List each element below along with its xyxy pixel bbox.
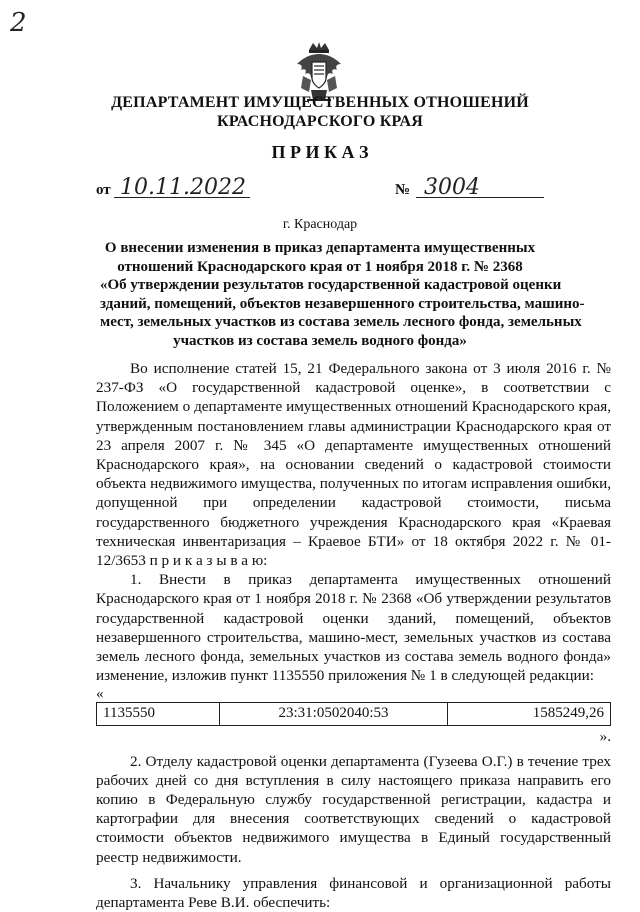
- order-title-line: мест, земельных участков из состава земель лесного фонда, земельных: [100, 314, 582, 331]
- order-title-line: зданий, помещений, объектов незавершенного строительства, машино-: [100, 295, 585, 312]
- item-3-paragraph: 3. Начальнику управления финансовой и организационной работы департамента Реве В.И. обеспечить:: [96, 874, 611, 912]
- quote-open: «: [96, 685, 104, 703]
- date-label: от: [96, 182, 111, 198]
- order-title-line: О внесении изменения в приказ департамента имущественных: [104, 240, 536, 256]
- order-body: [96, 359, 611, 912]
- order-title-line: участков из состава земель водного фонда»: [173, 332, 467, 349]
- table-row: [97, 703, 611, 725]
- order-title-line: отношений Краснодарского края от 1 ноября 2018 г. № 2368: [117, 258, 523, 275]
- department-name-line2: КРАСНОДАРСКОГО КРАЯ: [217, 113, 423, 130]
- item-1-paragraph: 1. Внести в приказ департамента имущественных отношений Краснодарского края от 1 ноября 2018 г. № 2368 «Об утверждении результатов государственной кадастровой оценки зданий, помещений, объектов незавершенного строительства, машино-мест, земельных участков из состава земель лесного фонда, земельных участков из состава земель водного фонда» изменение, изложив пункт 1135550 приложения № 1 в следующей редакции:: [96, 571, 611, 685]
- preamble-paragraph: Во исполнение статей 15, 21 Федерального закона от 3 июля 2016 г. № 237-ФЗ «О государственной кадастровой оценке», в соответствии с Положением о департаменте имущественных отношений Краснодарского края, утвержденным постановлением главы администрации Краснодарского края от 23 апреля 2007 г. № 345 «О департаменте имущественных отношений Краснодарского края», на основании сведений о кадастровой стоимости объекта недвижимого имущества, полученных по итогам исправления ошибки, допущенной при определении кадастровой стоимости, письма государственного бюджетного учреждения Краснодарского края «Краевая техническая инвентаризация – Краевое БТИ» от 18 октября 2022 г. № 01-12/3653 п р и к а з ы в а ю:: [96, 360, 611, 570]
- doc-type-title: П Р И К А З: [271, 142, 369, 162]
- quote-close: ».: [599, 727, 611, 745]
- department-name-line1: ДЕПАРТАМЕНТ ИМУЩЕСТВЕННЫХ ОТНОШЕНИЙ: [111, 94, 529, 111]
- item-2-paragraph: 2. Отделу кадастровой оценки департамента (Гузеева О.Г.) в течение трех рабочих дней со дня вступления в силу настоящего приказа направить его копию в Федеральную службу государственной регистрации, кадастра и картографии для внесения соответствующих сведений о кадастровой стоимости объектов недвижимого имущества в Единый государственный реестр недвижимости.: [96, 752, 611, 866]
- record-number-cell: 1135550: [97, 703, 220, 725]
- record-cadastral-cell: 23:31:0502040:53: [220, 703, 448, 725]
- city: г. Краснодар: [282, 217, 358, 232]
- date-value: 10.11.2022: [120, 175, 246, 200]
- order-title: [100, 239, 585, 351]
- record-table: [96, 702, 611, 725]
- order-title-line: «Об утверждении результатов государственной кадастровой оценки: [100, 277, 562, 294]
- number-value: 3004: [424, 175, 480, 200]
- record-value-cell: 1585249,26: [448, 703, 611, 725]
- corner-mark: 2: [10, 8, 27, 38]
- number-label: №: [395, 182, 411, 198]
